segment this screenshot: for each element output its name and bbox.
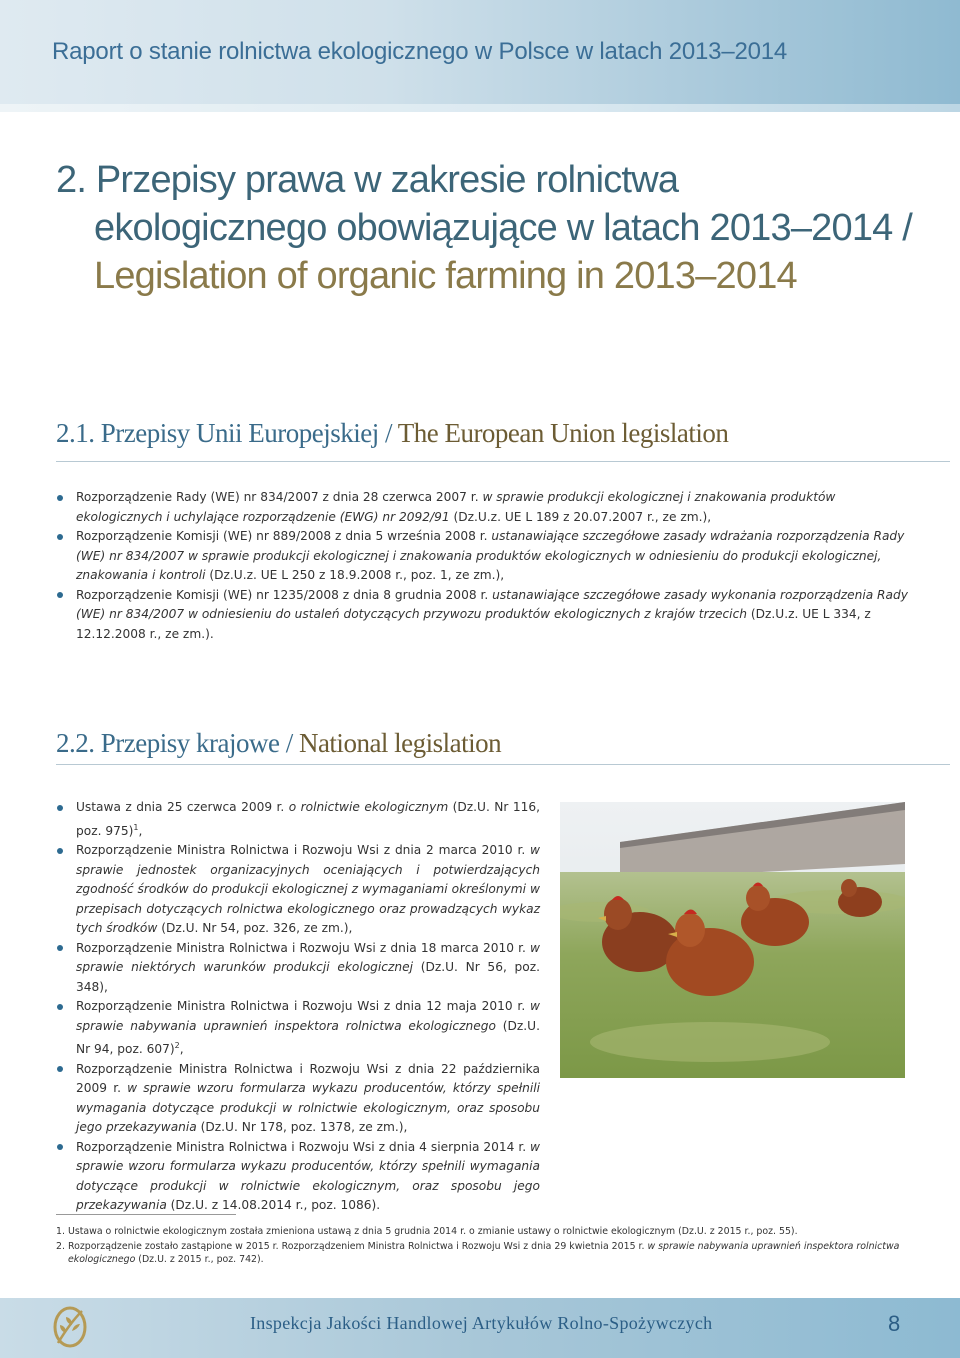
item-subject: o rolnictwie ekologicznym — [288, 800, 449, 814]
list-item — [56, 586, 912, 645]
item-text: Rozporządzenie Ministra Rolnictwa i Rozwoju Wsi z dnia 4 sierpnia 2014 r. — [76, 1139, 531, 1154]
item-subject: ustanawiające szczegółowe zasady wdrażania rozporządzenia Rady (WE) nr 834/2007 w sprawie produkcji ekologicznej i znakowania produktów ekologicznych w odniesieniu do produkcji ekologicznej, znakowania i kontroli — [76, 529, 905, 582]
list-item — [56, 997, 540, 1060]
section-eu-rule — [56, 461, 950, 462]
wheat-logo-icon — [48, 1303, 92, 1351]
footnote-text: Ustawa o rolnictwie ekologicznym została zmieniona ustawą z dnia 5 grudnia 2014 r. o zmianie ustawy o rolnictwie ekologicznym (Dz.U. z 2015 r., poz. 55). — [68, 1226, 798, 1237]
footnote-number: 2. — [56, 1241, 65, 1252]
footnote-number: 1. — [56, 1226, 65, 1237]
section-national-rule — [56, 764, 950, 765]
item-subject: w sprawie wzoru formularza wykazu producentów, którzy spełnili wymagania dotyczące produkcji w rolnictwie ekologicznym, oraz sposobu jego przekazywania — [76, 1081, 540, 1135]
item-subject: w sprawie jednostek organizacyjnych oceniających i potwierdzających zgodność środków do produkcji ekologicznej z wymaganiami określonymi w przepisach dotyczących rolnictwa ekologicznego oraz prowadzących wykaz tych środków — [76, 843, 540, 936]
item-citation: (Dz.U. Nr 56, poz. 348), — [76, 960, 540, 994]
chapter-title-line-3: Legislation of organic farming in 2013–2014 — [94, 255, 797, 297]
item-citation: (Dz.U.z. UE L 250 z 18.9.2008 r., poz. 1, ze zm.), — [205, 568, 505, 582]
page-number: 8 — [888, 1311, 901, 1336]
item-text: Rozporządzenie Ministra Rolnictwa i Rozwoju Wsi z dnia 18 marca 2010 r. — [76, 940, 531, 955]
footnote-text: Rozporządzenie zostało zastąpione w 2015 r. Rozporządzeniem Ministra Rolnictwa i Rozwoju Wsi z dnia 29 kwietnia 2015 r. — [68, 1241, 648, 1252]
list-item — [56, 939, 540, 998]
item-citation: (Dz.U. Nr 116, poz. 975) — [76, 800, 540, 838]
item-text: Rozporządzenie Ministra Rolnictwa i Rozwoju Wsi z dnia 22 października 2009 r. — [76, 1061, 540, 1096]
footnote-citation: (Dz.U. z 2015 r., poz. 742). — [135, 1254, 264, 1265]
footnote-divider — [56, 1214, 236, 1215]
section-eu-heading-pl: 2.1. Przepisy Unii Europejskiej / — [56, 418, 398, 448]
item-punct: , — [138, 823, 143, 838]
item-punct: , — [179, 1042, 184, 1057]
footnotes — [56, 1225, 926, 1266]
section-national-heading-pl: 2.2. Przepisy krajowe / — [56, 728, 299, 758]
item-citation: (Dz.U. Nr 94, poz. 607) — [76, 1018, 540, 1057]
footnote-ref: 1 — [133, 822, 139, 832]
list-item — [56, 798, 540, 841]
national-legislation-list — [56, 798, 540, 1216]
item-text: Rozporządzenie Komisji (WE) nr 1235/2008 z dnia 8 grudnia 2008 r. — [76, 587, 493, 602]
item-text: Ustawa z dnia 25 czerwca 2009 r. — [76, 800, 289, 814]
item-citation: (Dz.U. z 14.08.2014 r., poz. 1086). — [166, 1198, 381, 1213]
header-divider — [0, 104, 960, 112]
hens-illustration — [560, 802, 905, 1078]
footnote-subject: w sprawie nabywania uprawnień inspektora rolnictwa ekologicznego — [68, 1241, 900, 1265]
list-item — [56, 527, 912, 586]
footer-organization: Inspekcja Jakości Handlowej Artykułów Rolno-Spożywczych — [250, 1313, 713, 1333]
footnote-1 — [56, 1225, 926, 1238]
list-item — [56, 488, 912, 527]
section-eu-heading-en: The European Union legislation — [397, 418, 729, 448]
item-subject: w sprawie wzoru formularza wykazu producentów, którzy spełnili wymagania dotyczące produkcji w rolnictwie ekologicznym, oraz sposobu jego przekazywania — [76, 1139, 540, 1213]
item-text: Rozporządzenie Rady (WE) nr 834/2007 z dnia 28 czerwca 2007 r. — [76, 490, 483, 504]
chapter-title — [56, 156, 936, 300]
section-eu-heading — [56, 418, 728, 449]
section-national-heading-en: National legislation — [298, 728, 502, 758]
report-title: Raport o stanie rolnictwa ekologicznego w Polsce w latach 2013–2014 — [52, 38, 788, 65]
item-citation: (Dz.U.z. UE L 189 z 20.07.2007 r., ze zm.), — [449, 509, 712, 524]
item-citation: (Dz.U. Nr 54, poz. 326, ze zm.), — [157, 921, 353, 936]
item-subject: w sprawie produkcji ekologicznej i znakowania produktów ekologicznych i uchylające rozporządzenie (EWG) nr 2092/91 — [76, 490, 836, 524]
item-text: Rozporządzenie Ministra Rolnictwa i Rozwoju Wsi z dnia 12 maja 2010 r. — [76, 999, 531, 1014]
item-text: Rozporządzenie Ministra Rolnictwa i Rozwoju Wsi z dnia 2 marca 2010 r. — [76, 843, 531, 858]
hens-photo — [560, 802, 905, 1078]
item-text: Rozporządzenie Komisji (WE) nr 889/2008 z dnia 5 września 2008 r. — [76, 529, 492, 543]
footnote-ref: 2 — [174, 1041, 180, 1051]
list-item — [56, 841, 540, 939]
chapter-title-line-1: 2. Przepisy prawa w zakresie rolnictwa — [56, 159, 679, 201]
item-subject: w sprawie niektórych warunków produkcji ekologicznej — [76, 940, 540, 975]
list-item — [56, 1138, 540, 1216]
eu-legislation-list — [56, 488, 912, 644]
footnote-2 — [56, 1240, 926, 1266]
item-subject: ustanawiające szczegółowe zasady wykonania rozporządzenia Rady (WE) nr 834/2007 w odniesieniu do ustaleń dotyczących przywozu produktów ekologicznych z krajów trzecich — [76, 587, 908, 621]
section-national-heading — [56, 728, 501, 759]
chapter-title-line-2: ekologicznego obowiązujące w latach 2013–2014 / — [94, 207, 913, 249]
item-citation: (Dz.U. Nr 178, poz. 1378, ze zm.), — [196, 1120, 408, 1135]
item-citation: (Dz.U.z. UE L 334, z 12.12.2008 r., ze zm.). — [76, 607, 871, 641]
list-item — [56, 1060, 540, 1138]
item-subject: w sprawie nabywania uprawnień inspektora rolnictwa ekologicznego — [76, 999, 540, 1033]
